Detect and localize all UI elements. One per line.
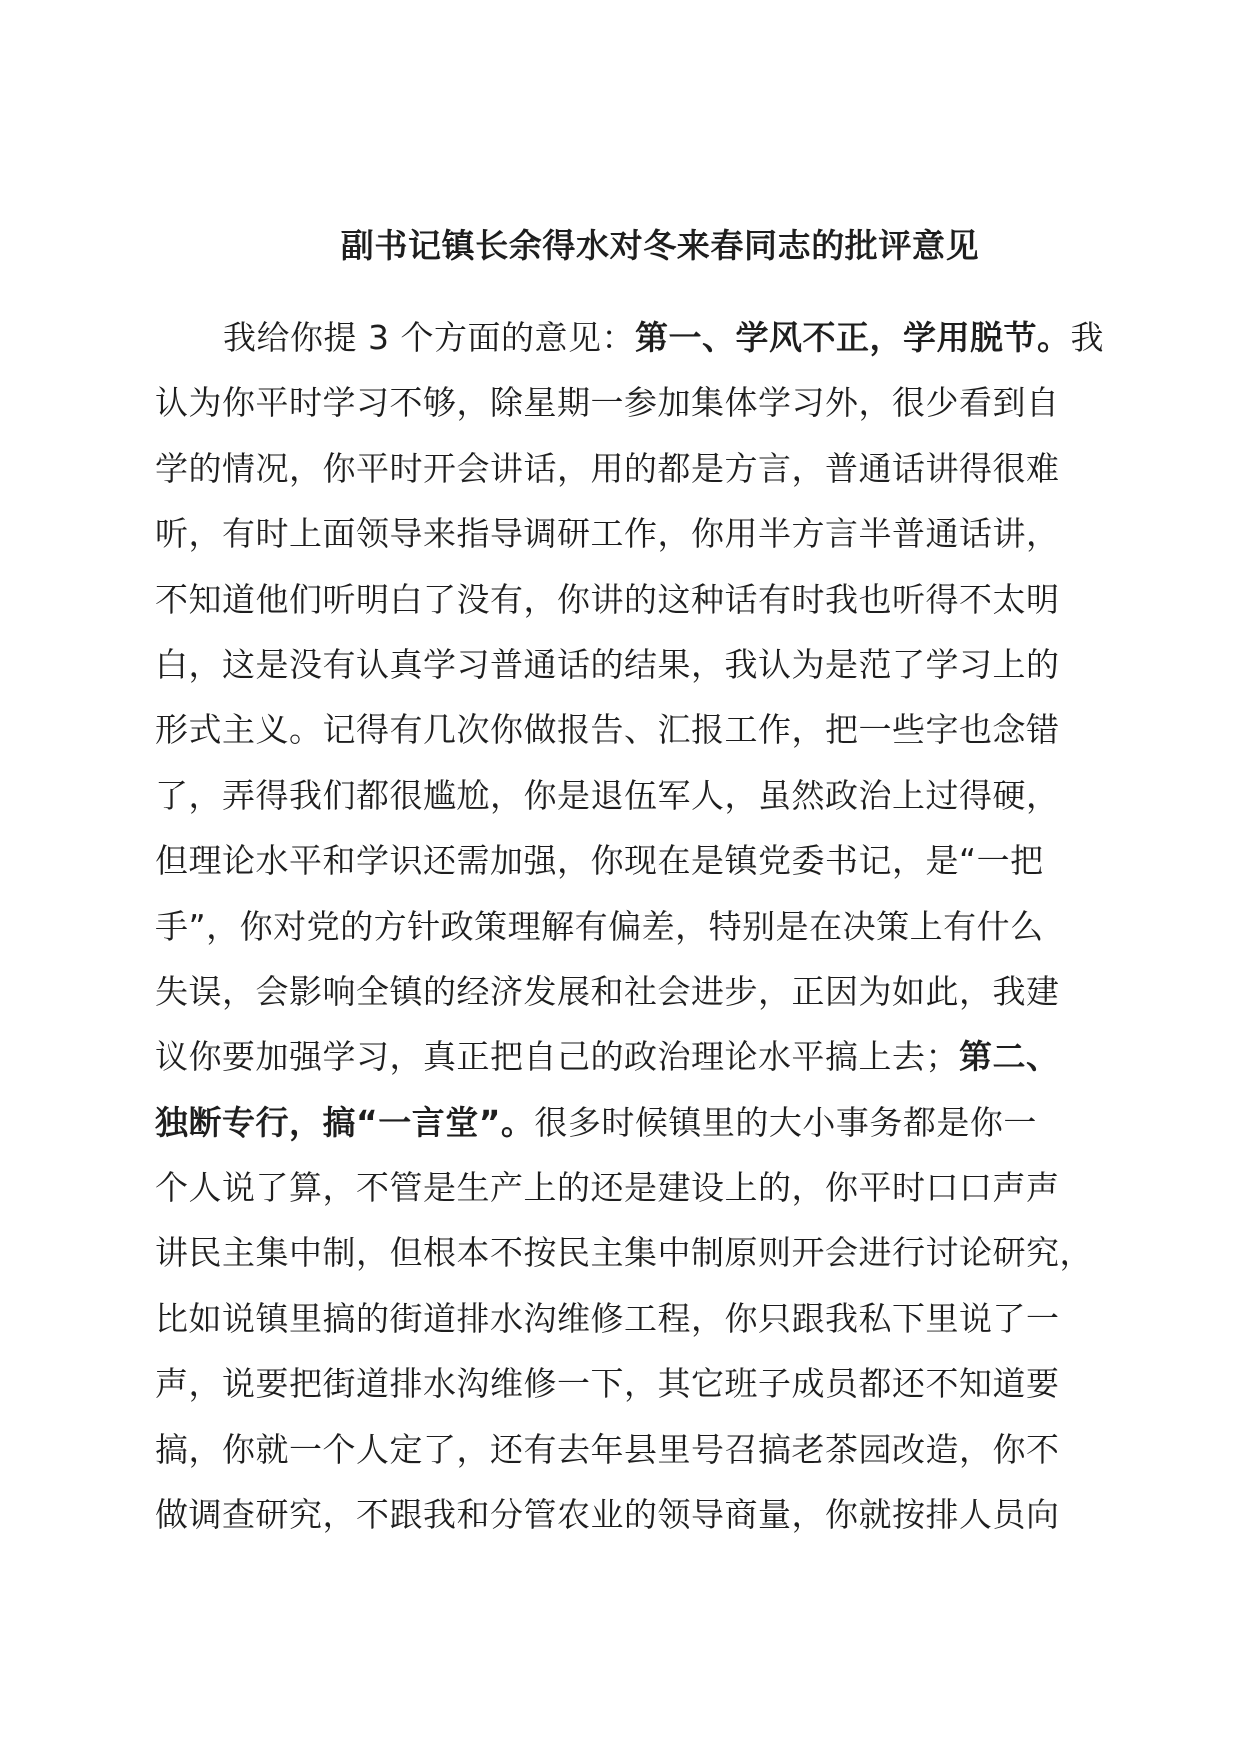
line-text: 比如说镇里搞的街道排水沟维修工程，你只跟我私下里说了一 xyxy=(155,1298,1060,1338)
line-text: 听，有时上面领导来指导调研工作，你用半方言半普通话讲， xyxy=(155,514,1060,554)
line-text: 认为你平时学习不够，除星期一参加集体学习外，很少看到自 xyxy=(155,383,1060,423)
document-title: 副书记镇长余得水对冬来春同志的批评意见 xyxy=(340,226,980,265)
paragraph-line xyxy=(155,305,1115,370)
paragraph-line xyxy=(155,1155,1115,1220)
paragraph-line xyxy=(155,1286,1115,1351)
line-text: 失误，会影响全镇的经济发展和社会进步，正因为如此，我建 xyxy=(155,971,1060,1011)
paragraph-line xyxy=(155,1482,1115,1547)
line-text: 了，弄得我们都很尴尬，你是退伍军人，虽然政治上过得硬， xyxy=(155,775,1060,815)
line-text: 个人说了算，不管是生产上的还是建设上的，你平时口口声声 xyxy=(155,1168,1060,1208)
line-text: 我 xyxy=(1070,318,1104,357)
line-text: 议你要加强学习，真正把自己的政治理论水平搞上去； xyxy=(155,1037,959,1077)
line-text: 形式主义。记得有几次你做报告、汇报工作，把一些字也念错 xyxy=(155,710,1060,750)
paragraph-line xyxy=(155,567,1115,632)
bold-heading-second-point: 独断专行，搞“一言堂”。 xyxy=(155,1102,535,1142)
line-text: 我给你提 3 个方面的意见： xyxy=(223,318,635,357)
paragraph-line xyxy=(155,763,1115,828)
paragraph-line xyxy=(155,1220,1115,1285)
paragraph-line xyxy=(155,1090,1115,1155)
paragraph-line xyxy=(155,1024,1115,1089)
line-text: 学的情况，你平时开会讲话，用的都是方言，普通话讲得很难 xyxy=(155,448,1060,488)
bold-heading-second-point: 第二、 xyxy=(959,1037,1060,1077)
bold-heading-first-point: 第一、学风不正，学用脱节。 xyxy=(634,318,1071,357)
line-text: 声，说要把街道排水沟维修一下，其它班子成员都还不知道要 xyxy=(155,1364,1060,1404)
paragraph-line xyxy=(155,1351,1115,1416)
line-text: 白，这是没有认真学习普通话的结果，我认为是范了学习上的 xyxy=(155,644,1060,684)
line-text: 做调查研究，不跟我和分管农业的领导商量，你就按排人员向 xyxy=(155,1495,1060,1535)
line-text: 讲民主集中制，但根本不按民主集中制原则开会进行讨论研究， xyxy=(155,1233,1093,1273)
paragraph-line xyxy=(155,828,1115,893)
line-text: 手”，你对党的方针政策理解有偏差，特别是在决策上有什么 xyxy=(155,906,1044,946)
paragraph-line xyxy=(155,632,1115,697)
line-text: 搞，你就一个人定了，还有去年县里号召搞老茶园改造，你不 xyxy=(155,1429,1060,1469)
paragraph-line xyxy=(155,1417,1115,1482)
line-text: 不知道他们听明白了没有，你讲的这种话有时我也听得不太明 xyxy=(155,579,1060,619)
paragraph-line xyxy=(155,697,1115,762)
paragraph-line xyxy=(155,959,1115,1024)
line-text: 但理论水平和学识还需加强，你现在是镇党委书记，是“一把 xyxy=(155,841,1044,881)
paragraph-line xyxy=(155,894,1115,959)
paragraph-line xyxy=(155,501,1115,566)
paragraph-line xyxy=(155,436,1115,501)
document-body xyxy=(155,305,1115,1547)
paragraph-line xyxy=(155,370,1115,435)
line-text: 很多时候镇里的大小事务都是你一 xyxy=(534,1102,1037,1142)
